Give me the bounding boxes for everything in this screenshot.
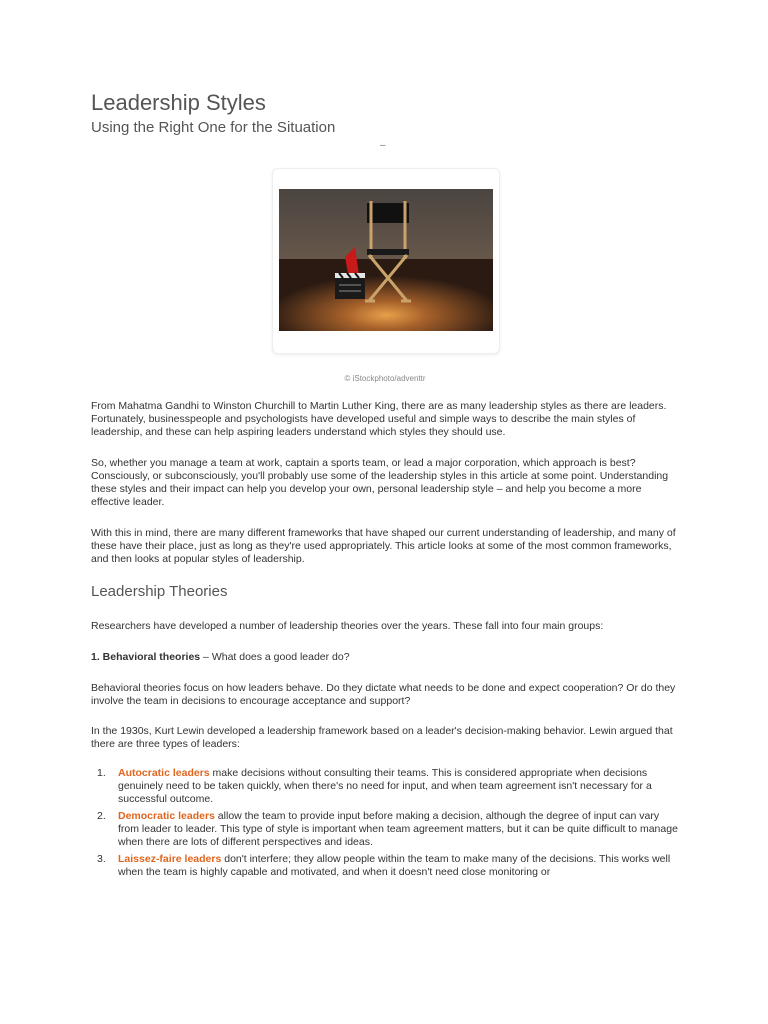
style-term-link[interactable]: Laissez-faire leaders <box>118 853 222 865</box>
page-subtitle: Using the Right One for the Situation <box>91 119 336 136</box>
theory-question: – What does a good leader do? <box>200 651 350 663</box>
article-figure <box>272 168 500 354</box>
style-description: make decisions without consulting their teams. This is considered appropriate when decisions genuinely need to be taken quickly, when there's no need for input, and when team agreement isn't necessary for a successful outcome. <box>118 767 652 805</box>
list-number: 1. <box>97 767 106 779</box>
behavioral-paragraph: Behavioral theories focus on how leaders behave. Do they dictate what needs to be done and expect cooperation? Or do they involve the team in decisions to encourage acceptance and support? <box>91 682 676 707</box>
style-term-link[interactable]: Democratic leaders <box>118 810 215 822</box>
style-term-link[interactable]: Autocratic leaders <box>118 767 210 779</box>
list-number: 2. <box>97 810 106 822</box>
separator-dash: – <box>380 140 386 151</box>
paragraph-2: So, whether you manage a team at work, captain a sports team, or lead a major corporation, which approach is best? Consciously, or subconsciously, you'll probably use some of the leadership styles in this article at some point. Understanding these styles and their impact can help you develop your own, personal leadership style – and help you become a more effective leader. <box>91 457 669 508</box>
theory-heading <box>91 651 681 664</box>
list-number: 3. <box>97 853 106 865</box>
list-item <box>91 853 681 879</box>
list-item <box>91 810 681 849</box>
style-description: allow the team to provide input before making a decision, although the degree of input can vary from leader to leader. This type of style is important when team agreement matters, but it can be quite difficult to manage when there are lots of different perspectives and ideas. <box>118 810 678 848</box>
intro-paragraph: From Mahatma Gandhi to Winston Churchill to Martin Luther King, there are as many leadership styles as there are leaders. Fortunately, businesspeople and psychologists have developed useful and simple ways to describe the main styles of leadership, and these can help aspiring leaders understand which styles they should use. <box>91 400 667 438</box>
director-chair-image <box>279 189 493 331</box>
section-intro: Researchers have developed a number of leadership theories over the years. These fall into four main groups: <box>91 620 604 632</box>
theory-label: 1. Behavioral theories <box>91 651 201 663</box>
list-item <box>91 767 681 806</box>
paragraph-3: With this in mind, there are many different frameworks that have shaped our current understanding of leadership, and many of these have their place, just as long as they're used appropriately. This article looks at some of the most common frameworks, and then looks at popular styles of leadership. <box>91 527 676 565</box>
section-heading: Leadership Theories <box>91 583 228 600</box>
page-title: Leadership Styles <box>91 90 266 115</box>
lewin-paragraph: In the 1930s, Kurt Lewin developed a leadership framework based on a leader's decision-making behavior. Lewin argued that there are three types of leaders: <box>91 725 673 750</box>
style-description: don't interfere; they allow people within the team to make many of the decisions. This works well when the team is highly capable and motivated, and when it doesn't need close monitoring or <box>118 853 671 878</box>
leadership-styles-list <box>91 767 681 883</box>
figure-caption: © iStockphoto/adventtr <box>344 374 426 383</box>
